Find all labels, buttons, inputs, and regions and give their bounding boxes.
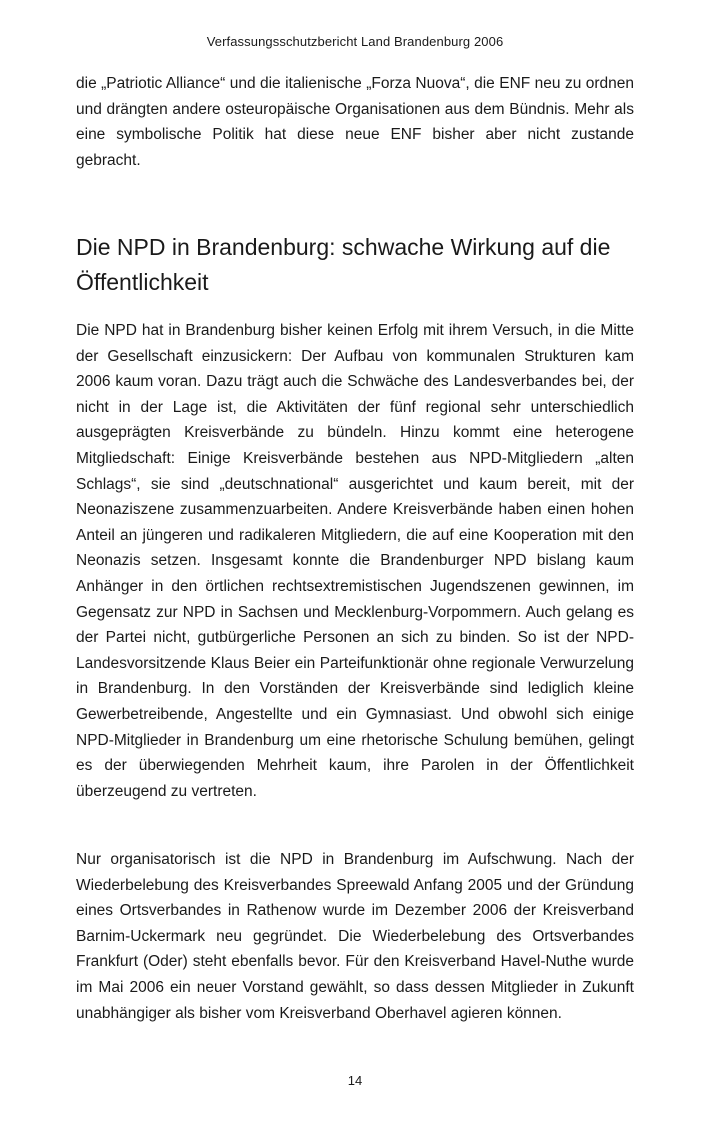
body-paragraph-1: Die NPD hat in Brandenburg bisher keinen Erfolg mit ihrem Versuch, in die Mitte der Gesellschaft einzusickern: Der Aufbau von kommunalen Strukturen kam 2006 kaum voran. Dazu trägt auch die Schwäche des Landesverbandes bei, der nicht in der Lage ist, die Aktivitäten der fünf regional sehr unterschiedlich ausgeprägten Kreisverbände zu bündeln. Hinzu kommt eine heterogene Mitgliedschaft: Einige Kreisverbände bestehen aus NPD-Mitgliedern „alten Schlags“, sie sind „deutschnational“ ausgerichtet und kaum bereit, mit der Neonaziszene zusammenzuarbeiten. Andere Kreisverbände haben einen hohen Anteil an jüngeren und radikaleren Mitgliedern, die auf eine Kooperation mit den Neonazis setzen. Insgesamt konnte die Brandenburger NPD bislang kaum Anhänger in den örtlichen rechtsextremistischen Jugendszenen gewinnen, im Gegensatz zur NPD in Sachsen und Mecklenburg-Vorpommern. Auch gelang es der Partei nicht, gutbürgerliche Personen an sich zu binden. So ist der NPD-Landesvorsitzende Klaus Beier ein Parteifunktionär ohne regionale Verwurzelung in Brandenburg. In den Vorständen der Kreisverbände sind lediglich kleine Gewerbetreibende, Angestellte und ein Gymnasiast. Und obwohl sich einige NPD-Mitglieder in Brandenburg um eine rhetorische Schulung bemühen, gelingt es der überwiegenden Mehrheit kaum, ihre Parolen in der Öffentlichkeit überzeugend zu vertreten. <box>76 322 634 800</box>
page-number: 14 <box>347 1073 363 1088</box>
section-title: Die NPD in Brandenburg: schwache Wirkung auf die Öffentlichkeit <box>76 234 611 295</box>
intro-paragraph: die „Patriotic Alliance“ und die italienische „Forza Nuova“, die ENF neu zu ordnen und drängten andere osteuropäische Organisationen aus dem Bündnis. Mehr als eine symbolische Politik hat diese neue ENF bisher aber nicht zustande gebracht. <box>76 75 634 169</box>
running-header: Verfassungsschutzbericht Land Brandenburg 2006 <box>206 34 504 49</box>
body-paragraph-2: Nur organisatorisch ist die NPD in Brandenburg im Aufschwung. Nach der Wiederbelebung des Kreisverbandes Spreewald Anfang 2005 und der Gründung eines Ortsverbandes in Rathenow wurde im Dezember 2006 der Kreisverband Barnim-Uckermark neu gegründet. Die Wiederbelebung des Ortsverbandes Frankfurt (Oder) steht ebenfalls bevor. Für den Kreisverband Havel-Nuthe wurde im Mai 2006 ein neuer Vorstand gewählt, so dass dessen Mitglieder in Zukunft unabhängiger als bisher vom Kreisverband Oberhavel agieren können. <box>76 851 634 1022</box>
